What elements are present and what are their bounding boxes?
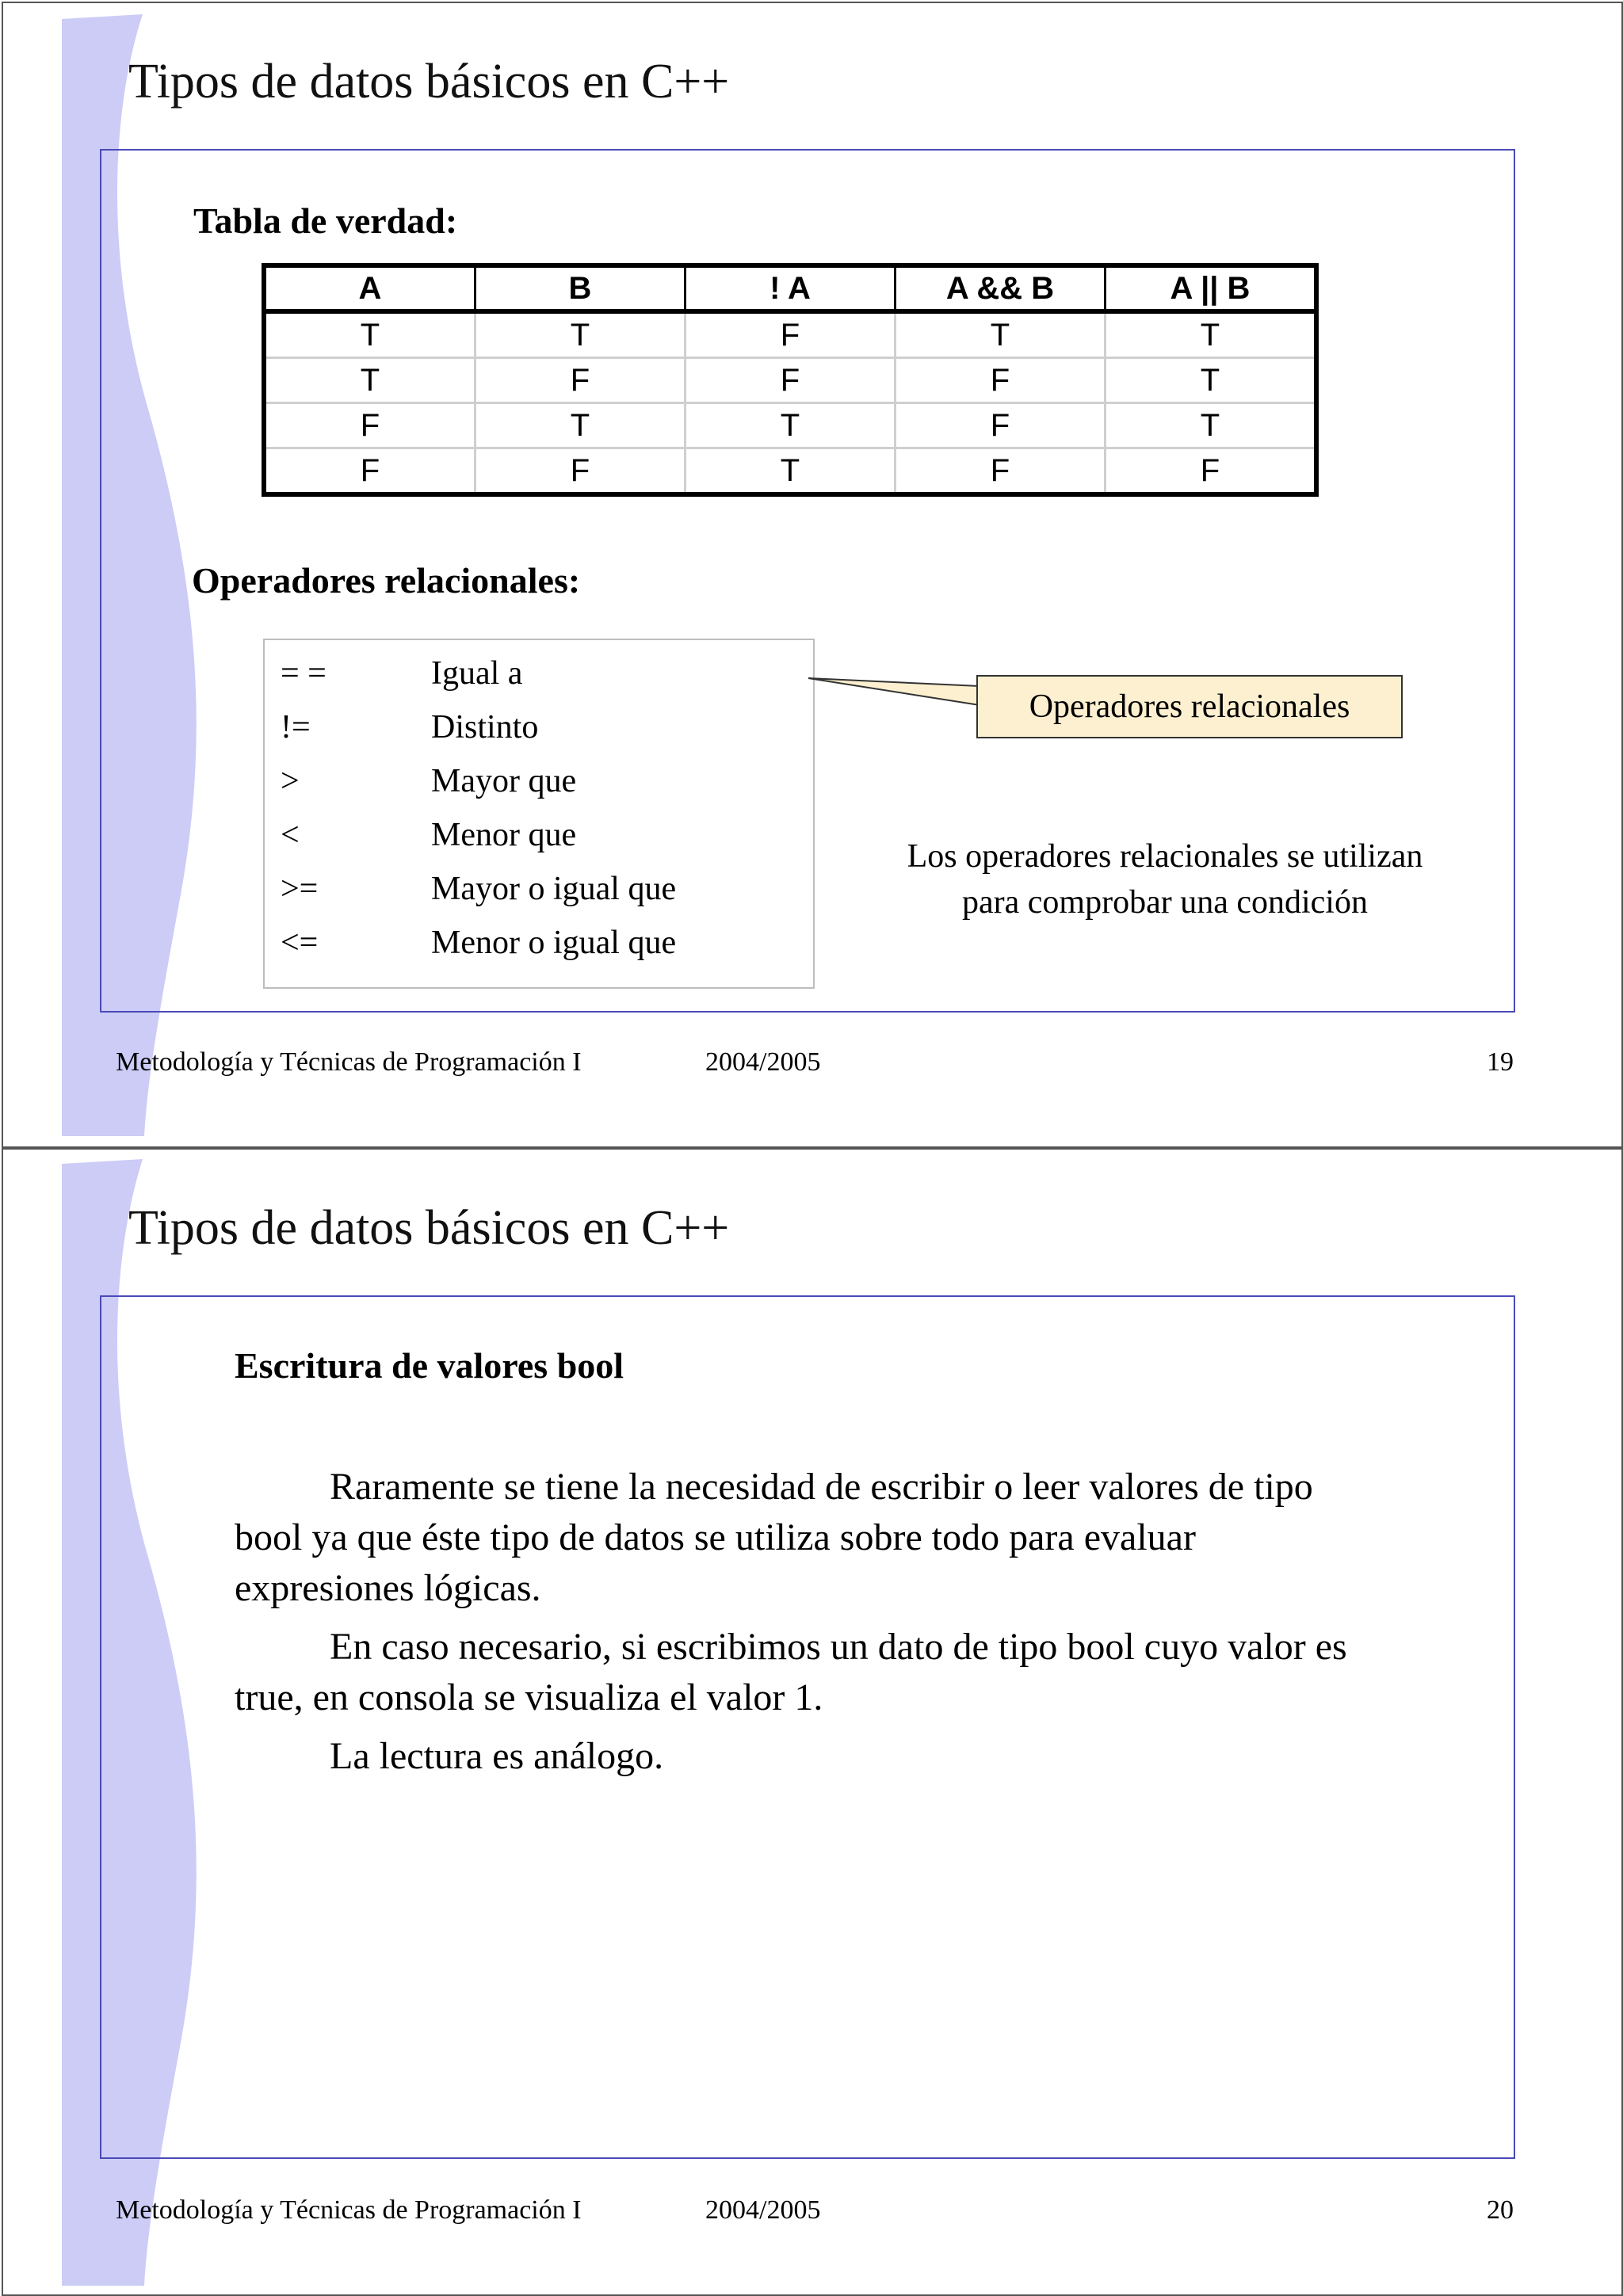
column-header: A bbox=[264, 265, 475, 311]
text-line: bool ya que éste tipo de datos se utiliza sobre todo para evaluar bbox=[235, 1516, 1196, 1558]
operator-symbol: <= bbox=[281, 925, 319, 961]
operator-symbol: < bbox=[281, 817, 300, 853]
column-header: ! A bbox=[685, 265, 896, 311]
operator-description: Igual a bbox=[431, 655, 523, 692]
note-line: Los operadores relacionales se utilizan bbox=[907, 838, 1423, 875]
text-line bbox=[235, 1462, 1471, 1512]
text-line bbox=[235, 1731, 1471, 1782]
operator-description: Menor que bbox=[431, 817, 577, 853]
table-cell: T bbox=[264, 311, 475, 358]
operator-description: Menor o igual que bbox=[431, 925, 677, 961]
relational-note bbox=[856, 833, 1474, 925]
table-cell: T bbox=[685, 403, 896, 448]
table-cell: T bbox=[475, 403, 685, 448]
table-cell: F bbox=[475, 448, 685, 495]
table-cell: F bbox=[685, 358, 896, 403]
table-cell: F bbox=[264, 403, 475, 448]
footer-page-number: 20 bbox=[1487, 2195, 1514, 2225]
table-cell: T bbox=[1106, 358, 1317, 403]
table-cell: F bbox=[264, 448, 475, 495]
table-cell: T bbox=[896, 311, 1106, 358]
table-cell: T bbox=[264, 358, 475, 403]
column-header: A && B bbox=[896, 265, 1106, 311]
relational-heading: Operadores relacionales: bbox=[192, 560, 581, 601]
footer-course: Metodología y Técnicas de Programación I bbox=[116, 2195, 582, 2225]
text-line: expresiones lógicas. bbox=[235, 1567, 541, 1609]
section-heading: Escritura de valores bool bbox=[235, 1345, 624, 1386]
note-line: para comprobar una condición bbox=[962, 884, 1368, 921]
truth-table-heading: Tabla de verdad: bbox=[193, 200, 458, 241]
table-cell: F bbox=[896, 403, 1106, 448]
table-cell: F bbox=[475, 358, 685, 403]
table-cell: T bbox=[475, 311, 685, 358]
table-cell: F bbox=[1200, 452, 1220, 488]
content-frame bbox=[100, 1295, 1515, 2159]
callout-label: Operadores relacionales bbox=[976, 675, 1403, 738]
slide-20 bbox=[0, 1148, 1623, 2296]
table-cell: T bbox=[1106, 311, 1317, 358]
text-span: Raramente se tiene la necesidad de escribir o leer valores de tipo bbox=[330, 1466, 1313, 1508]
table-cell: T bbox=[685, 448, 896, 495]
operator-symbol: = = bbox=[281, 655, 327, 692]
table-cell: F bbox=[896, 448, 1106, 495]
text-span: La lectura es análogo. bbox=[330, 1735, 664, 1777]
operator-description: Mayor que bbox=[431, 763, 577, 799]
operator-description: Mayor o igual que bbox=[431, 871, 677, 907]
column-header: B bbox=[475, 265, 685, 311]
text-line: true, en consola se visualiza el valor 1. bbox=[235, 1676, 823, 1718]
table-cell: T bbox=[1106, 403, 1317, 448]
column-header: A || B bbox=[1106, 265, 1317, 311]
paragraph bbox=[235, 1462, 1471, 1614]
table-cell: F bbox=[896, 358, 1106, 403]
footer-course: Metodología y Técnicas de Programación I bbox=[116, 1047, 582, 1077]
footer-year: 2004/2005 bbox=[705, 1047, 821, 1077]
paragraph bbox=[235, 1622, 1471, 1723]
slide-title: Tipos de datos básicos en C++ bbox=[128, 1201, 730, 1255]
footer-page-number: 19 bbox=[1487, 1047, 1514, 1077]
operator-description: Distinto bbox=[431, 709, 539, 746]
text-span: En caso necesario, si escribimos un dato de tipo bool cuyo valor es bbox=[330, 1626, 1347, 1668]
operator-symbol: != bbox=[281, 709, 311, 746]
footer-year: 2004/2005 bbox=[705, 2195, 821, 2225]
slide-title: Tipos de datos básicos en C++ bbox=[128, 55, 730, 109]
table-cell: F bbox=[685, 311, 896, 358]
paragraph bbox=[235, 1731, 1471, 1782]
operator-symbol: > bbox=[281, 763, 300, 799]
text-line bbox=[235, 1622, 1471, 1672]
operator-symbol: >= bbox=[281, 871, 319, 907]
